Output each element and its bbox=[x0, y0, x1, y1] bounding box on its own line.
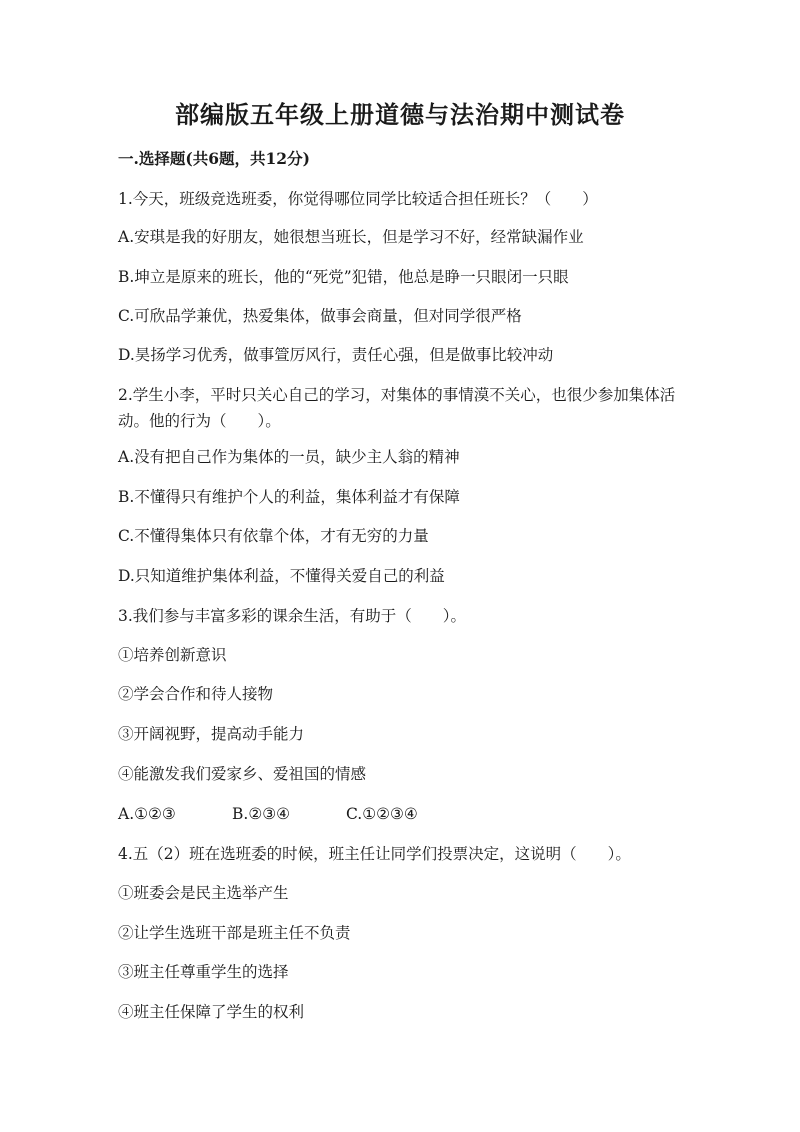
question-2-option-b: B.不懂得只有维护个人的利益，集体利益才有保障 bbox=[118, 488, 460, 506]
question-3-choice-c: C.①②③④ bbox=[346, 805, 418, 823]
question-2-stem: 2.学生小李，平时只关心自己的学习，对集体的事情漠不关心，也很少参加集体活动。他的行为（ ）。 bbox=[118, 386, 676, 430]
question-1-option-d: D.昊扬学习优秀，做事箮厉风行，责任心强，但是做事比较冲动 bbox=[118, 346, 554, 364]
question-2-option-d: D.只知道维护集体利益，不懂得关爱自己的利益 bbox=[118, 567, 445, 585]
question-4-item-4: ④班主任保障了学生的权利 bbox=[118, 1003, 305, 1021]
question-3-item-1: ①培养创新意识 bbox=[118, 646, 227, 664]
question-4-stem: 4.五（2）班在选班委的时候，班主任让同学们投票决定，这说明（ ）。 bbox=[118, 845, 631, 863]
question-3-choice-b: B.②③④ bbox=[232, 805, 291, 823]
question-2-option-c: C.不懂得集体只有依靠个体，才有无穷的力量 bbox=[118, 527, 429, 545]
question-1-option-a: A.安琪是我的好朋友，她很想当班长，但是学习不好，经常缺漏作业 bbox=[118, 228, 584, 246]
question-1-stem: 1.今天，班级竞选班委，你觉得哪位同学比较适合担任班长？（ ） bbox=[118, 190, 598, 208]
question-2-option-a: A.没有把自己作为集体的一员，缺少主人翁的精神 bbox=[118, 448, 460, 466]
question-3-choice-a: A.①②③ bbox=[118, 805, 176, 823]
question-1-option-b: B.坤立是原来的班长，他的“死党”犯错，他总是睁一只眼闭一只眼 bbox=[118, 268, 569, 286]
section-heading: 一.选择题(共6题，共12分) bbox=[118, 149, 310, 168]
page-title: 部编版五年级上册道德与法治期中测试卷 bbox=[175, 100, 625, 129]
question-4-item-3: ③班主任尊重学生的选择 bbox=[118, 963, 289, 981]
question-4-item-2: ②让学生选班干部是班主任不负责 bbox=[118, 924, 351, 942]
question-3-stem: 3.我们参与丰富多彩的课余生活，有助于（ ）。 bbox=[118, 607, 467, 625]
question-3-item-4: ④能激发我们爱家乡、爱祖国的情感 bbox=[118, 765, 367, 783]
question-4-item-1: ①班委会是民主选举产生 bbox=[118, 884, 289, 902]
question-3-item-3: ③开阔视野，提高动手能力 bbox=[118, 725, 305, 743]
question-3-item-2: ②学会合作和待人接物 bbox=[118, 685, 274, 703]
question-1-option-c: C.可欣品学兼优，热爱集体，做事会商量，但对同学很严格 bbox=[118, 307, 522, 325]
